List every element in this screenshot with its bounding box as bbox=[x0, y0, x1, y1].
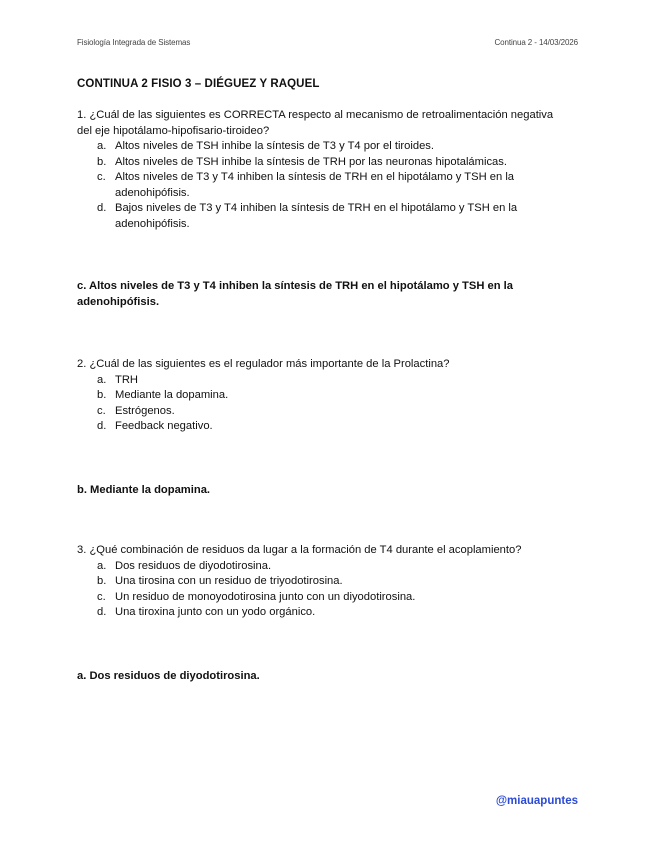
option-letter: c. bbox=[97, 171, 106, 183]
option-item bbox=[77, 139, 567, 155]
question-text: 3. ¿Qué combinación de residuos da lugar a la formación de T4 durante el acoplamiento? bbox=[77, 544, 522, 556]
option-list bbox=[77, 139, 567, 232]
option-letter: d. bbox=[97, 202, 107, 214]
option-item bbox=[77, 404, 567, 420]
question-1 bbox=[77, 108, 567, 232]
question-text: 1. ¿Cuál de las siguientes es CORRECTA respecto al mecanismo de retroalimentación negativa del eje hipotálamo-hipofisario-tiroideo? bbox=[77, 109, 554, 137]
option-letter: c. bbox=[97, 590, 106, 603]
option-item bbox=[77, 559, 567, 575]
option-item bbox=[77, 419, 567, 435]
option-list bbox=[77, 373, 567, 435]
option-item bbox=[77, 170, 567, 201]
option-text: Una tiroxina junto con un yodo orgánico. bbox=[115, 606, 316, 618]
option-item bbox=[77, 155, 567, 171]
option-text: Un residuo de monoyodotirosina junto con un diyodotirosina. bbox=[115, 590, 416, 603]
option-letter: b. bbox=[97, 155, 107, 168]
option-letter: d. bbox=[97, 606, 107, 618]
option-letter: a. bbox=[97, 559, 107, 572]
option-letter: c. bbox=[97, 404, 106, 417]
question-2 bbox=[77, 357, 567, 435]
option-item bbox=[77, 201, 567, 232]
option-text: Altos niveles de TSH inhibe la síntesis de T3 y T4 por el tiroides. bbox=[115, 140, 435, 152]
answer-2: b. Mediante la dopamina. bbox=[77, 484, 211, 496]
author-handle: @miauapuntes bbox=[495, 795, 578, 807]
option-text: Altos niveles de TSH inhibe la síntesis de TRH por las neuronas hipotalámicas. bbox=[115, 155, 507, 168]
option-item bbox=[77, 605, 567, 621]
question-3 bbox=[77, 543, 567, 621]
question-text: 2. ¿Cuál de las siguientes es el regulador más importante de la Prolactina? bbox=[77, 358, 450, 370]
option-item bbox=[77, 590, 567, 606]
header-exam-date: Continua 2 - 14/03/2026 bbox=[494, 38, 578, 47]
option-item bbox=[77, 373, 567, 389]
option-text: Una tirosina con un residuo de triyodotirosina. bbox=[115, 575, 343, 587]
option-text: TRH bbox=[115, 373, 138, 386]
option-item bbox=[77, 574, 567, 590]
header-course: Fisiología Integrada de Sistemas bbox=[77, 38, 191, 47]
option-letter: b. bbox=[97, 575, 107, 587]
option-text: Dos residuos de diyodotirosina. bbox=[115, 559, 272, 572]
answer-1: c. Altos niveles de T3 y T4 inhiben la síntesis de TRH en el hipotálamo y TSH en la adenohipófisis. bbox=[77, 280, 514, 308]
option-text: Bajos niveles de T3 y T4 inhiben la síntesis de TRH en el hipotálamo y TSH en la adenohipófisis. bbox=[115, 202, 518, 230]
option-letter: d. bbox=[97, 420, 107, 432]
option-letter: b. bbox=[97, 389, 107, 401]
option-text: Feedback negativo. bbox=[115, 420, 213, 432]
page-header bbox=[77, 38, 578, 47]
option-item bbox=[77, 388, 567, 404]
option-letter: a. bbox=[97, 140, 107, 152]
option-letter: a. bbox=[97, 373, 107, 386]
option-text: Mediante la dopamina. bbox=[115, 389, 229, 401]
option-list bbox=[77, 559, 567, 621]
option-text: Altos niveles de T3 y T4 inhiben la síntesis de TRH en el hipotálamo y TSH en la adenohipófisis. bbox=[115, 171, 515, 199]
answer-3: a. Dos residuos de diyodotirosina. bbox=[77, 670, 260, 682]
option-text: Estrógenos. bbox=[115, 404, 175, 417]
page-title: CONTINUA 2 FISIO 3 – DIÉGUEZ Y RAQUEL bbox=[77, 78, 320, 90]
